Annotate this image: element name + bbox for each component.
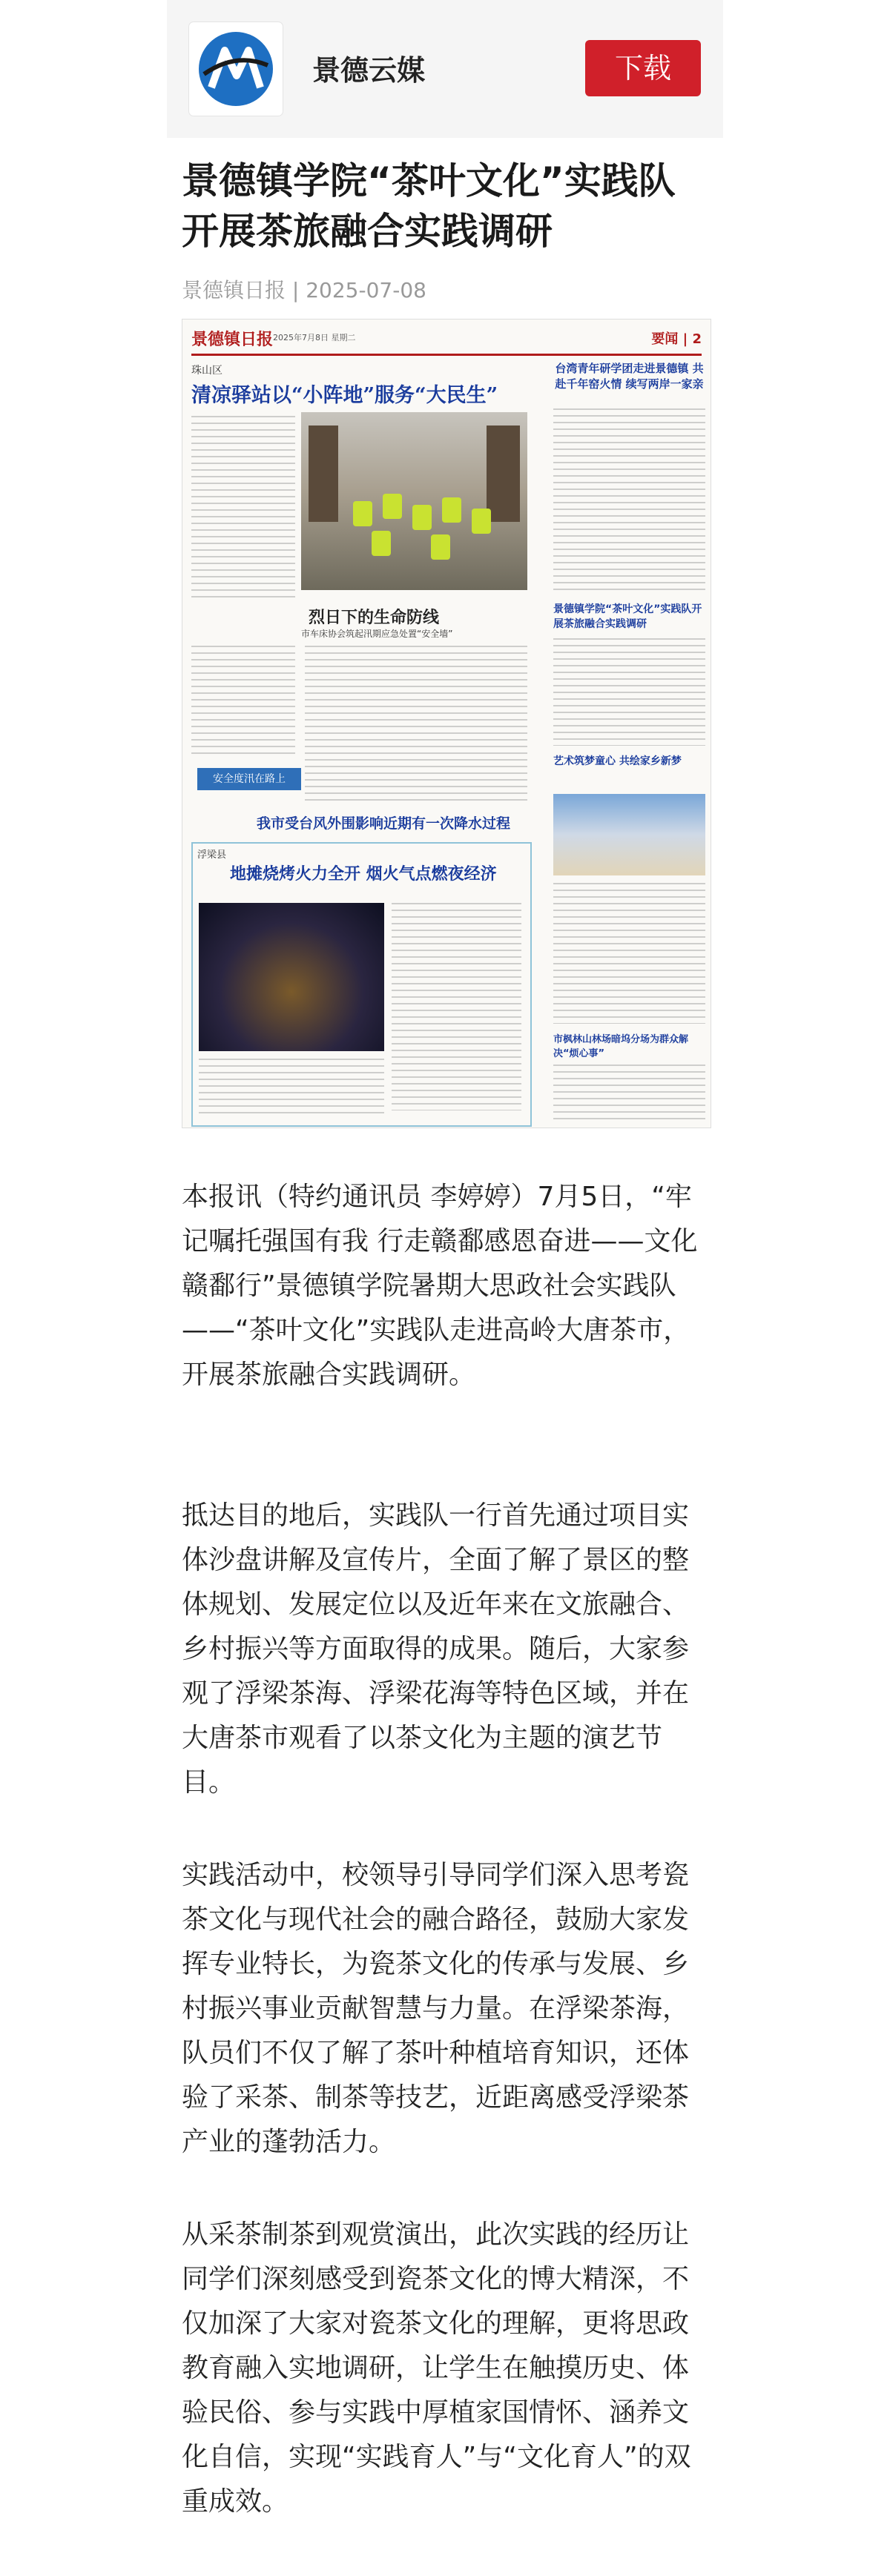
newspaper-subheadline: 烈日下的生命防线 [309,608,440,627]
app-column [167,0,723,2576]
newspaper-text-block [191,646,295,757]
newspaper-date: 2025年7月8日 星期二 [273,333,356,342]
article-paragraph: 本报讯（特约通讯员 李婷婷）7月5日，“牢记嘱托强国有我 行走赣鄱感恩奋进——文化赣鄱行”景德镇学院暑期大思政社会实践队——“茶叶文化”实践队走进高岭大唐茶市，开展茶旅融合实践调研。 [182,1182,698,1390]
newspaper-text-block [199,1059,384,1118]
newspaper-text-block [553,408,705,594]
newspaper-page-image[interactable] [182,319,711,1128]
newspaper-masthead [191,327,702,356]
article-paragraph: 从采茶制茶到观赏演出，此次实践的经历让同学们深刻感受到瓷茶文化的博大精深，不仅加深了大家对瓷茶文化的理解，更将思政教育融入实地调研，让学生在触摸历史、体验民俗、参与实践中厚植家国情怀、涵养文化自信，实现“实践育人”与“文化育人”的双重成效。 [182,2219,691,2517]
newspaper-right-headline-3: 艺术筑梦童心 共绘家乡新梦 [553,755,682,767]
newspaper-photo-station [301,412,527,590]
article-title: 景德镇学院“茶叶文化”实践队开展茶旅融合实践调研 [182,159,676,253]
article-meta: 景德镇日报 | 2025-07-08 [182,278,426,302]
newspaper-box-headline: 地摊烧烤火力全开 烟火气点燃夜经济 [230,864,497,884]
newspaper-right-headline-4: 市枫林山林场暗坞分场为群众解决“烦心事” [553,1034,689,1059]
newspaper-boxed-story [191,842,532,1127]
article-paragraph: 抵达目的地后，实践队一行首先通过项目实体沙盘讲解及宣传片，全面了解了景区的整体规划、发展定位以及近年来在文旅融合、乡村振兴等方面取得的成果。随后，大家参观了浮梁茶海、浮梁花海等特色区域，并在大唐茶市观看了以茶文化为主题的演艺节目。 [182,1500,690,1798]
newspaper-weather-headline: 我市受台风外围影响近期有一次降水过程 [257,815,511,832]
app-logo-icon[interactable] [189,22,283,116]
newspaper-photo-children [553,794,705,875]
newspaper-banner: 安全度汛在路上 [197,768,301,790]
app-header [167,0,723,138]
newspaper-photo-night-market [199,903,384,1051]
newspaper-text-block [392,903,521,1110]
newspaper-page-number: 要闻 | 2 [651,331,702,347]
newspaper-district: 珠山区 [191,365,222,377]
newspaper-text-block [553,883,705,1024]
article-paragraph: 实践活动中，校领导引导同学们深入思考瓷茶文化与现代社会的融合路径，鼓励大家发挥专业特长，为瓷茶文化的传承与发展、乡村振兴事业贡献智慧与力量。在浮梁茶海，队员们不仅了解了茶叶种植培育知识，还体验了采茶、制茶等技艺，近距离感受浮梁茶产业的蓬勃活力。 [182,1860,690,2157]
download-button[interactable]: 下载 [585,40,701,96]
newspaper-text-block [305,646,527,801]
newspaper-text-block [553,638,705,746]
newspaper-box-tag: 浮梁县 [197,850,227,861]
newspaper-text-block [191,416,295,601]
app-brand-name: 景德云媒 [312,54,426,87]
newspaper-name: 景德镇日报 [191,330,274,349]
newspaper-right-headline-2: 景德镇学院“茶叶文化”实践队开展茶旅融合实践调研 [553,603,702,630]
newspaper-right-headline-1: 台湾青年研学团走进景德镇 共赴千年窑火情 续写两岸一家亲 [555,362,704,391]
newspaper-text-block [553,1064,705,1124]
newspaper-subheadline-caption: 市车床协会筑起汛期应急处置“安全墙” [301,629,453,639]
newspaper-headline: 清凉驿站以“小阵地”服务“大民生” [191,384,498,407]
